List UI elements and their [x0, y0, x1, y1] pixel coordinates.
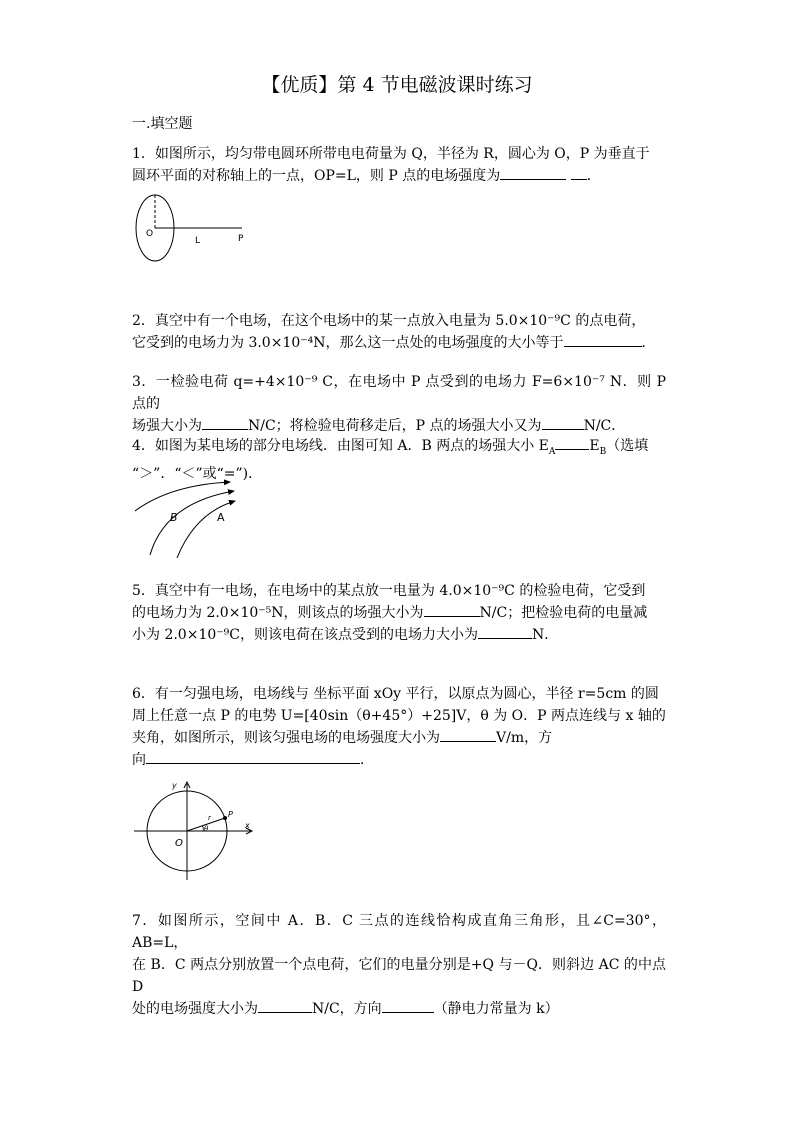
point-p [223, 816, 227, 820]
label-p: P [238, 234, 244, 244]
label-theta: θ [204, 825, 209, 833]
question-5-line-2: 的电场力为 2.0×10⁻⁵N，则该点的场强大小为 N/C；把检验电荷的电量减 [132, 602, 666, 624]
question-1 [132, 143, 666, 187]
question-2-line-1: 2．真空中有一个电场，在这个电场中的某一点放入电量为 5.0×10⁻⁹C 的点电荷， [132, 313, 646, 329]
label-p: P [228, 810, 233, 819]
question-5 [132, 580, 666, 646]
question-2 [132, 310, 666, 354]
question-1-line-1: 1．如图所示，均匀带电圆环所带电电荷量为 Q，半径为 R，圆心为 O，P 为垂直于 [132, 146, 650, 162]
label-r: r [208, 814, 211, 822]
question-7-line-3: 处的电场强度大小为 N/C，方向 （静电力常量为 k） [132, 998, 666, 1020]
answer-blank[interactable] [500, 165, 566, 180]
field-lines-figure [130, 473, 240, 563]
charged-ring-figure [130, 188, 260, 268]
answer-blank[interactable] [564, 332, 642, 347]
question-7 [132, 910, 666, 1020]
answer-blank[interactable] [571, 165, 587, 180]
field-line-3 [177, 501, 235, 558]
question-2-line-2: 它受到的电场力为 3.0×10⁻⁴N，那么这一点处的电场强度的大小等于 ． [132, 332, 666, 354]
question-6-line-2: 周上任意一点 P 的电势 U=[40sin（θ+45°）+25]V，θ 为 O．P 两点连线与 x 轴的 [132, 708, 666, 724]
question-7-line-1: 7．如图所示，空间中 A．B．C 三点的连线恰构成直角三角形，且∠C=30°，AB=L， [132, 913, 666, 951]
label-o: O [175, 838, 183, 849]
question-6 [132, 683, 666, 771]
answer-blank[interactable] [424, 602, 480, 617]
question-6-line-4: 向 ． [132, 749, 666, 771]
question-4-line-1: 4．如图为某电场的部分电场线．由图可知 A．B 两点的场强大小 $E_A$ $E_B$（选填 [132, 435, 666, 463]
question-3-line-1: 3．一检验电荷 q=+4×10⁻⁹ C，在电场中 P 点受到的电场力 F=6×10⁻⁷ N．则 P 点的 [132, 374, 666, 412]
question-3 [132, 371, 666, 437]
answer-blank[interactable] [146, 749, 360, 764]
question-7-line-2: 在 B．C 两点分别放置一个点电荷，它们的电量分别是+Q 与－Q．则斜边 AC 的中点 D [132, 957, 666, 995]
answer-blank[interactable] [382, 998, 434, 1013]
page-title: 【优质】第 4 节电磁波课时练习 [261, 74, 533, 96]
answer-blank[interactable] [440, 727, 496, 742]
answer-blank[interactable] [202, 415, 248, 430]
answer-blank[interactable] [478, 624, 532, 639]
question-5-line-1: 5．真空中有一电场，在电场中的某点放一电量为 4.0×10⁻⁹C 的检验电荷，它受到 [132, 583, 646, 599]
label-o: O [146, 229, 154, 239]
label-x: x [245, 821, 250, 830]
circle-coordinate-figure [132, 778, 254, 882]
label-b: B [170, 511, 178, 524]
field-line-1 [135, 482, 230, 511]
label-y: y [172, 781, 177, 790]
question-1-line-2: 圆环平面的对称轴上的一点，OP=L，则 P 点的电场强度为 ． [132, 165, 666, 187]
label-a: A [217, 511, 225, 524]
question-4-line-2: “＞”．“＜”或“=”)． [132, 465, 263, 482]
answer-blank[interactable] [542, 415, 584, 430]
question-6-line-1: 6．有一匀强电场，电场线与 坐标平面 xOy 平行，以原点为圆心，半径 r=5cm 的圆 [132, 686, 659, 702]
question-6-line-3: 夹角，如图所示，则该匀强电场的电场强度大小为 V/m，方 [132, 727, 666, 749]
question-3-line-2: 场强大小为 N/C；将检验电荷移走后，P 点的场强大小又为 N/C． [132, 415, 666, 437]
question-5-line-3: 小为 2.0×10⁻⁹C，则该电荷在该点受到的电场力大小为 N． [132, 624, 666, 646]
answer-blank[interactable] [258, 998, 312, 1013]
label-l: L [195, 236, 201, 246]
answer-blank[interactable] [555, 435, 589, 450]
section-heading: 一.填空题 [132, 116, 193, 132]
